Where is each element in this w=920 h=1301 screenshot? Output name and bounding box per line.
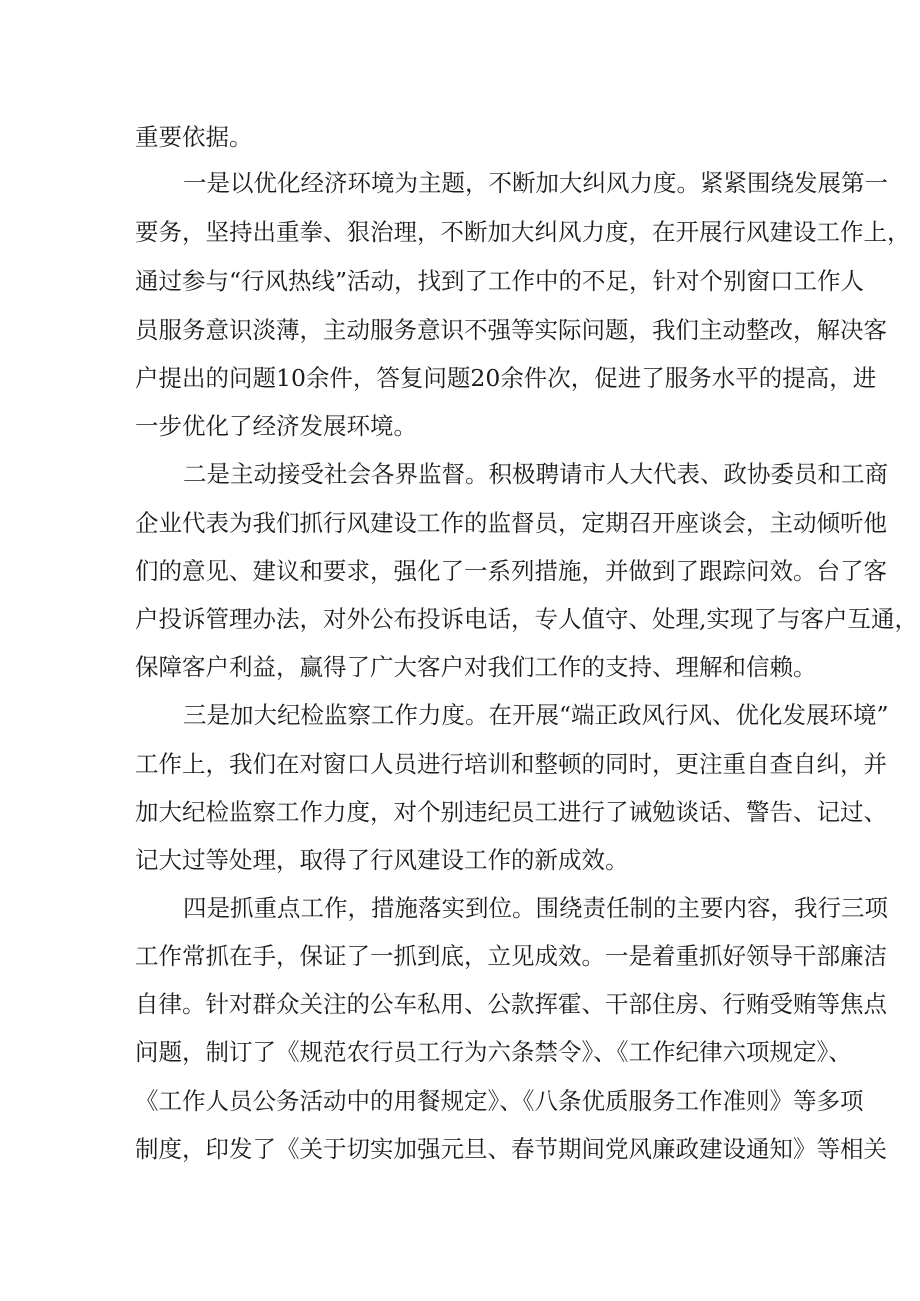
paragraph-line: 制度，印发了《关于切实加强元旦、春节期间党风廉政建设通知》等相关 xyxy=(135,1135,887,1163)
paragraph-line: 企业代表为我们抓行风建设工作的监督员，定期召开座谈会，主动倾听他 xyxy=(135,509,887,537)
paragraph-line: 二是主动接受社会各界监督。积极聘请市人大代表、政协委员和工商 xyxy=(183,460,888,488)
paragraph-line: 保障客户利益，赢得了广大客户对我们工作的支持、理解和信赖。 xyxy=(135,653,817,681)
paragraph-line: 自律。针对群众关注的公车私用、公款挥霍、干部住房、行贿受贿等焦点 xyxy=(135,990,887,1018)
paragraph-line: 员服务意识淡薄，主动服务意识不强等实际问题，我们主动整改，解决客 xyxy=(135,316,887,344)
paragraph-line: 通过参与“行风热线”活动，找到了工作中的不足，针对个别窗口工作人 xyxy=(135,267,865,295)
paragraph-line: 工作上，我们在对窗口人员进行培训和整顿的同时，更注重自查自纠，并 xyxy=(135,750,887,778)
paragraph-line: 加大纪检监察工作力度，对个别违纪员工进行了诫勉谈话、警告、记过、 xyxy=(135,798,887,826)
paragraph-line: 工作常抓在手，保证了一抓到底，立见成效。一是着重抓好领导干部廉洁 xyxy=(135,942,887,970)
paragraph-line: 要务，坚持出重拳、狠治理，不断加大纠风力度，在开展行风建设工作上， xyxy=(135,218,911,246)
paragraph-line: 户提出的问题10余件，答复问题20余件次，促进了服务水平的提高，进 xyxy=(135,364,877,392)
paragraph-line: 一步优化了经济发展环境。 xyxy=(135,412,417,440)
paragraph-line: 们的意见、建议和要求，强化了一系列措施，并做到了跟踪问效。台了客 xyxy=(135,557,887,585)
paragraph-line: 三是加大纪检监察工作力度。在开展“端正政风行风、优化发展环境” xyxy=(183,701,889,729)
paragraph-line: 《工作人员公务活动中的用餐规定》、《八条优质服务工作准则》等多项 xyxy=(135,1087,864,1115)
paragraph-line: 重要依据。 xyxy=(135,123,253,151)
paragraph-line: 户投诉管理办法，对外公布投诉电话，专人值守、处理,实现了与客户互通， xyxy=(135,605,918,633)
paragraph-line: 记大过等处理，取得了行风建设工作的新成效。 xyxy=(135,846,629,874)
paragraph-line: 四是抓重点工作，措施落实到位。围绕责任制的主要内容，我行三项 xyxy=(183,894,888,922)
paragraph-line: 一是以优化经济环境为主题，不断加大纠风力度。紧紧围绕发展第一 xyxy=(183,169,888,197)
paragraph-line: 问题，制订了《规范农行员工行为六条禁令》、《工作纪律六项规定》、 xyxy=(135,1038,852,1066)
